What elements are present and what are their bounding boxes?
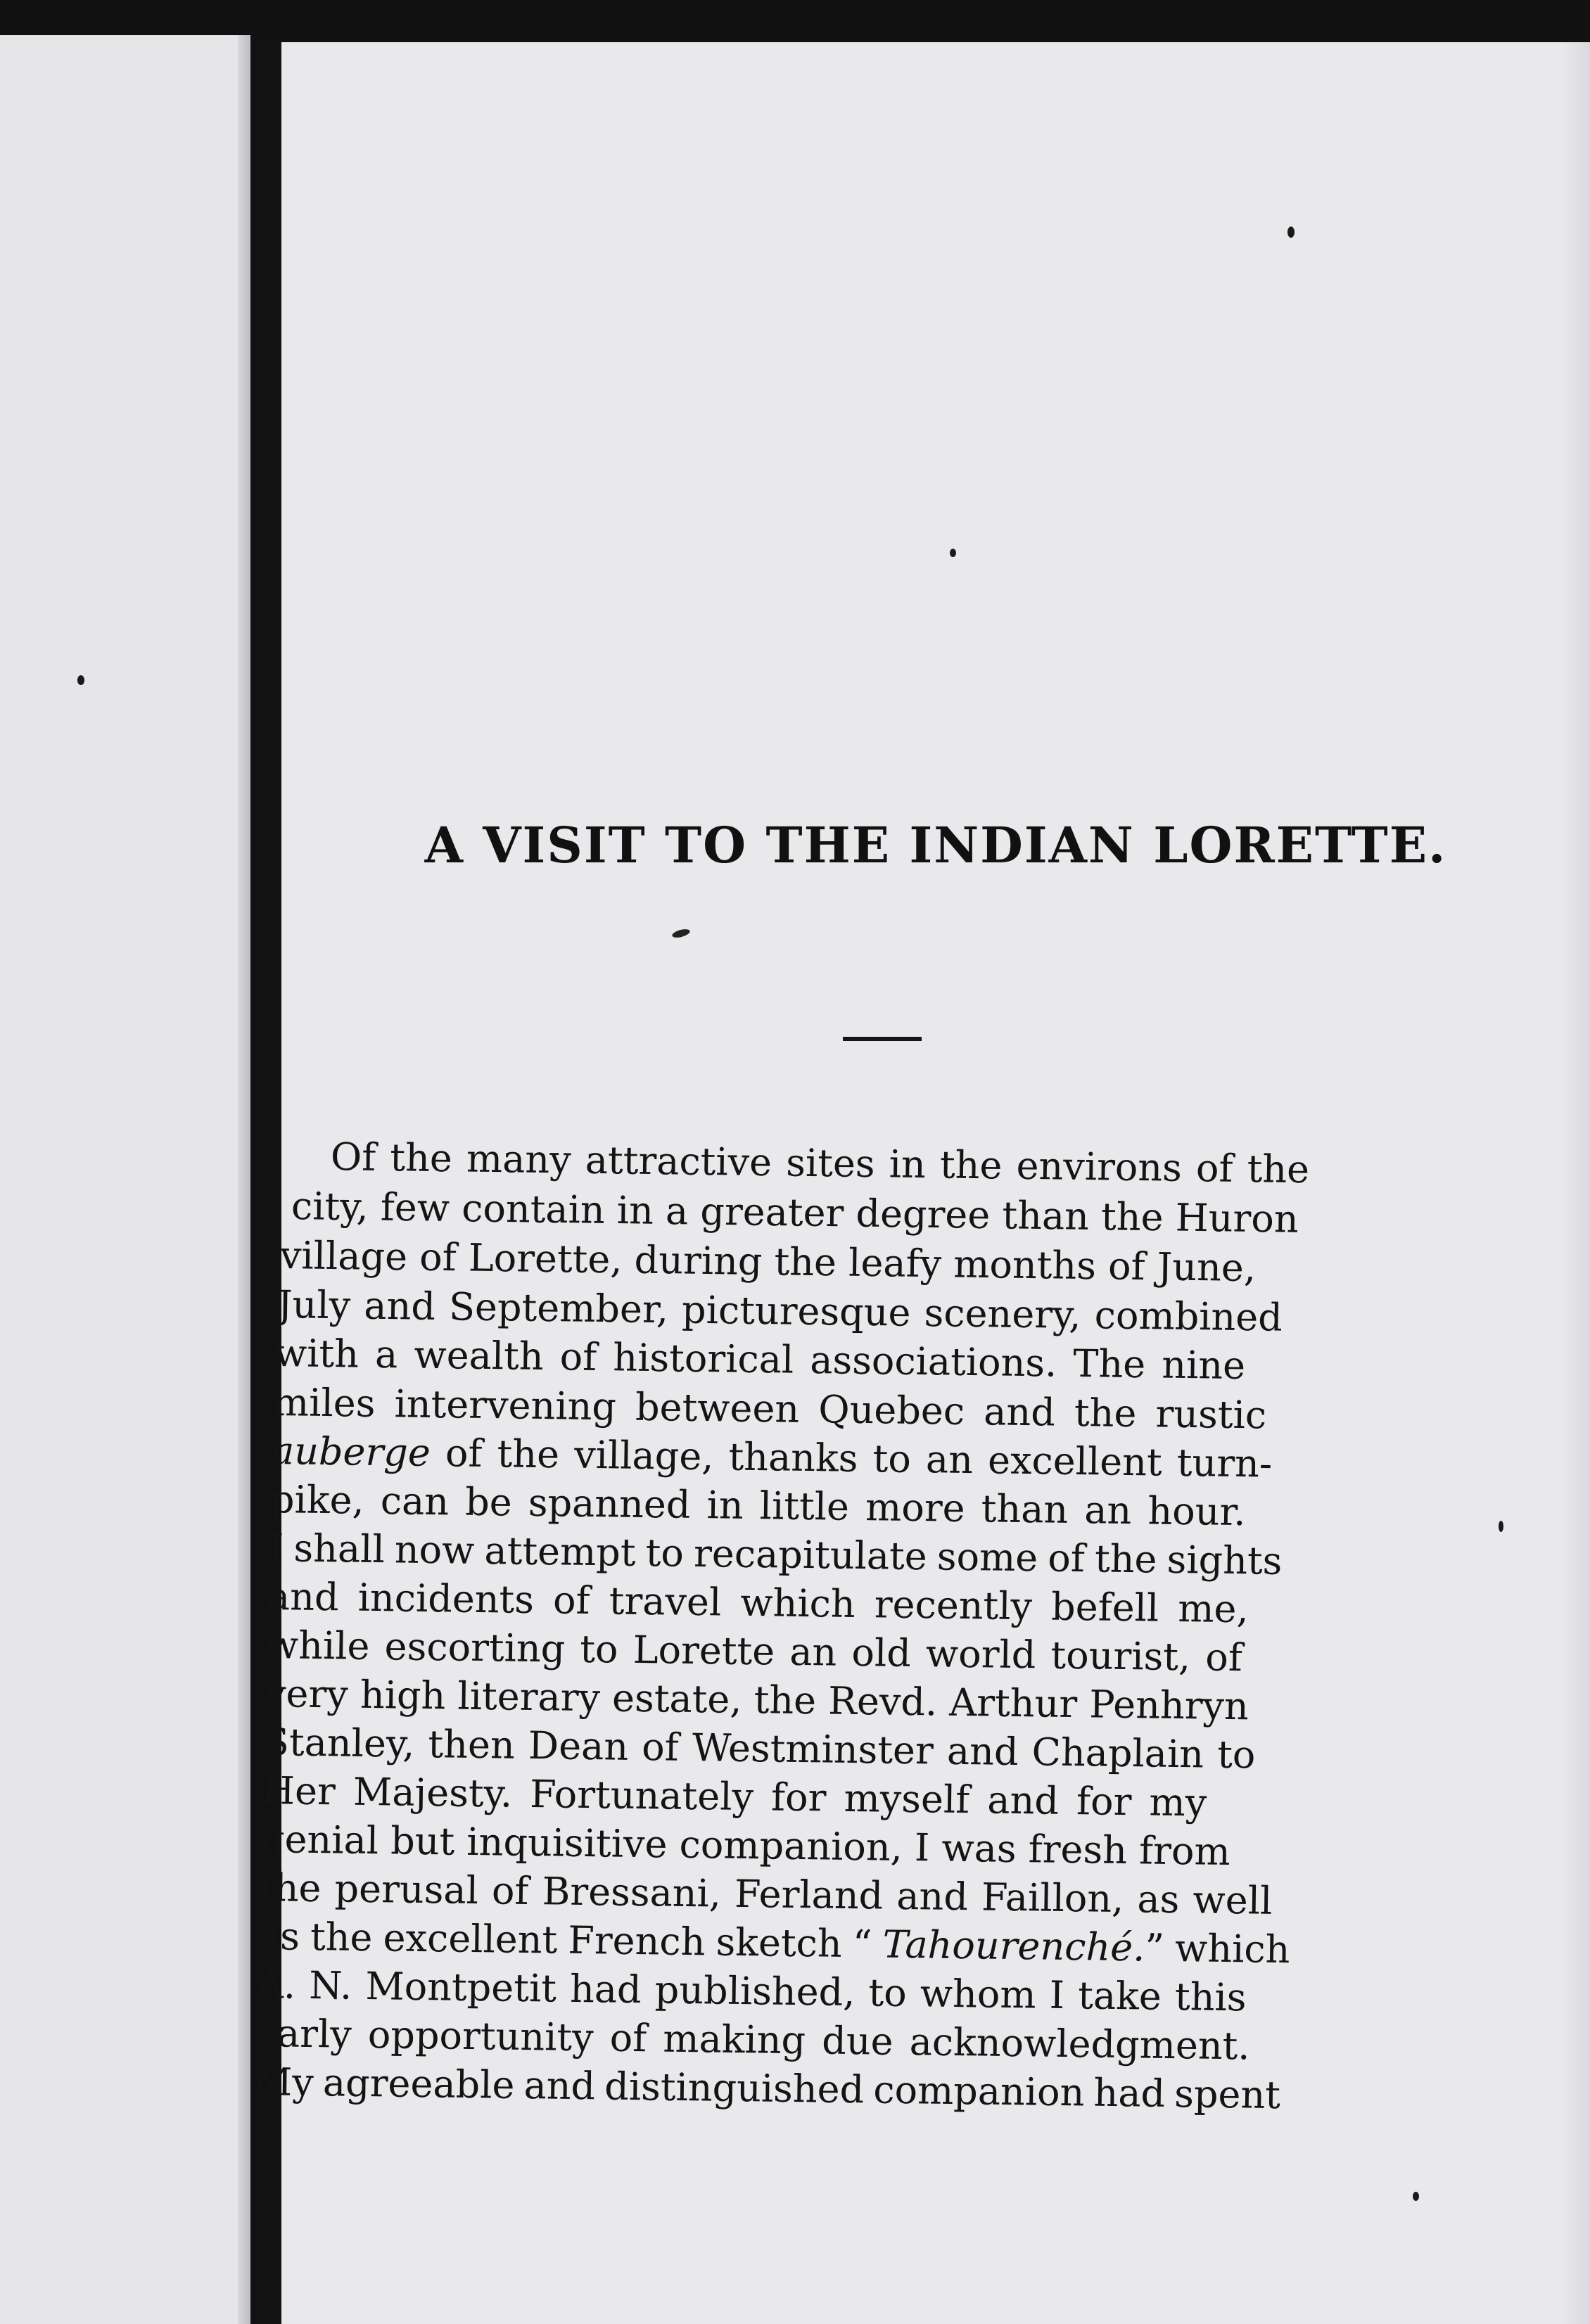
ink-speck bbox=[950, 549, 956, 557]
body-line-rest: ” which bbox=[1144, 1925, 1290, 1972]
page-edge-shadow bbox=[1562, 42, 1590, 2324]
right-page bbox=[253, 42, 1590, 2324]
title-ornament bbox=[671, 928, 691, 939]
italic-word-auberge: auberge bbox=[271, 1429, 431, 1475]
body-line: genial but inquisitive companion, I was fresh from bbox=[260, 1817, 1231, 1875]
ink-speck bbox=[1499, 1521, 1503, 1532]
ink-speck bbox=[77, 675, 84, 685]
body-line: Her Majesty. Fortunately for myself and for my bbox=[261, 1768, 1207, 1825]
body-line: while escorting to Lorette an old world tourist, of bbox=[265, 1623, 1243, 1680]
body-line: early opportunity of making due acknowledgment. bbox=[254, 2011, 1250, 2069]
body-line: village of Lorette, during the leafy months of June, bbox=[279, 1233, 1257, 1291]
body-line: I shall now attempt to recapitulate some of the sights bbox=[268, 1526, 1283, 1583]
body-line: pike, can be spanned in little more than an hour. bbox=[269, 1477, 1247, 1535]
body-line: Of the many attractive sites in the environs of the bbox=[330, 1135, 1310, 1192]
section-rule bbox=[843, 1037, 922, 1041]
left-page-edge bbox=[0, 35, 250, 2324]
body-line: the perusal of Bressani, Ferland and Faillon, as well bbox=[258, 1865, 1273, 1923]
body-line: A. N. Montpetit had published, to whom I take this bbox=[255, 1962, 1247, 2020]
body-line-rest: of the village, thanks to an excellent turn- bbox=[430, 1430, 1273, 1486]
body-line: July and September, picturesque scenery, combined bbox=[276, 1282, 1283, 1340]
body-line: city, few contain in a greater degree than the Huron bbox=[291, 1184, 1299, 1241]
body-line: miles intervening between Quebec and the rustic bbox=[272, 1380, 1267, 1438]
body-line: My agreeable and distinguished companion had spent bbox=[253, 2060, 1281, 2118]
left-page-fold-shadow bbox=[238, 35, 250, 2324]
body-line: very high literary estate, the Revd. Arthur Penhryn bbox=[264, 1671, 1249, 1729]
body-line: and incidents of travel which recently befell me, bbox=[267, 1574, 1249, 1632]
body-line: Stanley, then Dean of Westminster and Chaplain to bbox=[262, 1720, 1256, 1777]
body-line: with a wealth of historical associations. The nine bbox=[274, 1331, 1246, 1388]
body-line-start: as the excellent French sketch “ bbox=[257, 1914, 884, 1967]
ink-speck bbox=[1287, 226, 1295, 238]
article-title: A VISIT TO THE INDIAN LORETTE. bbox=[424, 816, 1447, 874]
italic-title-tahourenche: Tahourenché. bbox=[882, 1922, 1145, 1970]
ink-speck bbox=[1413, 2192, 1419, 2201]
